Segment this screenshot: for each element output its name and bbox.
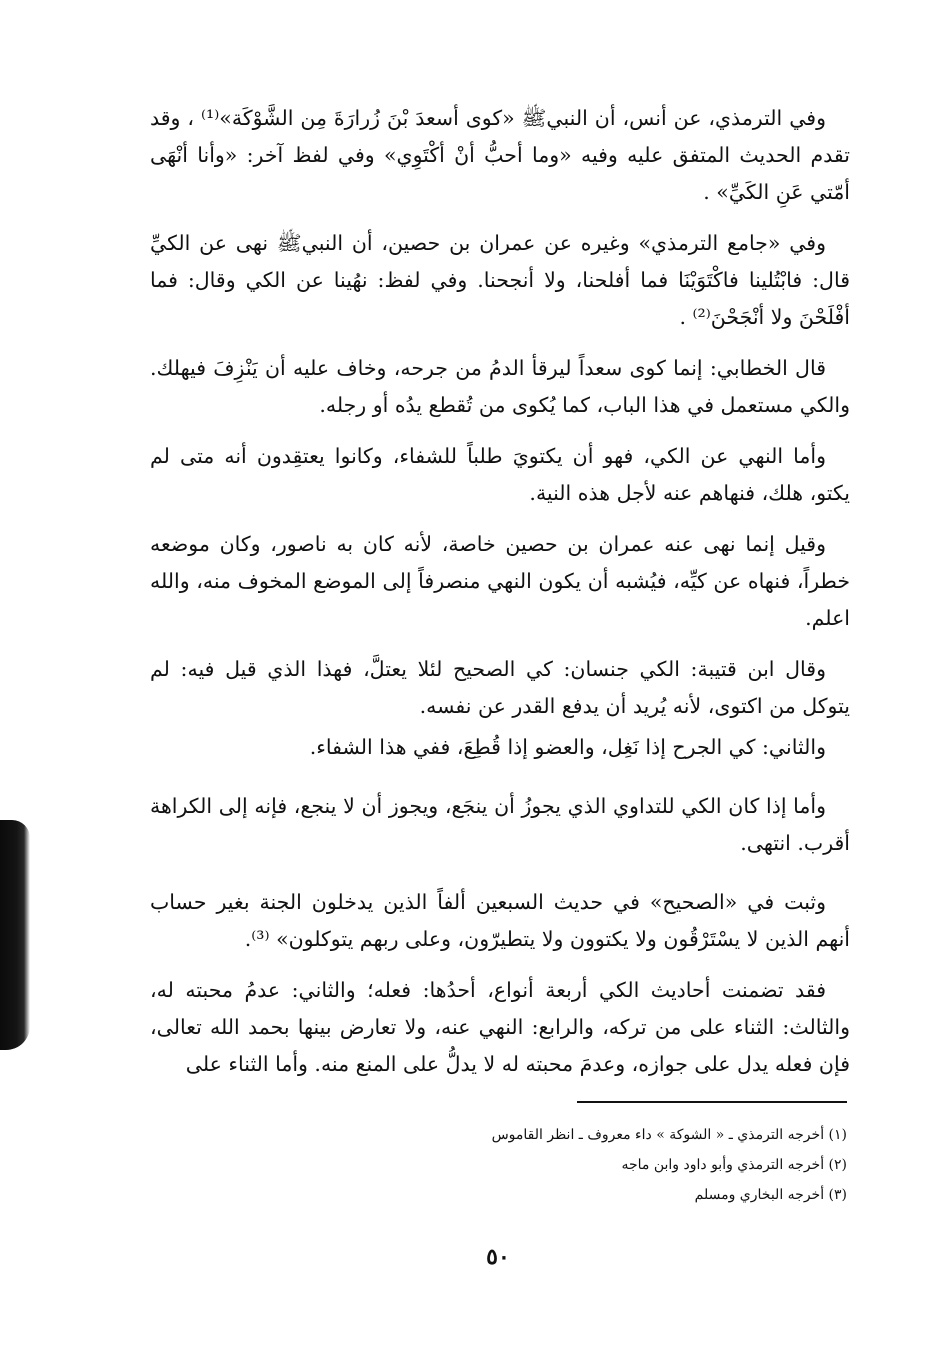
footnote-divider	[577, 1101, 847, 1103]
scan-binding-shadow	[0, 820, 30, 1050]
page-number: ٥٠	[486, 1244, 510, 1270]
footnote-2: (٢) أخرجه الترمذي وأبو داود وابن ماجه	[621, 1157, 847, 1173]
footnote-3: (٣) أخرجه البخاري ومسلم	[694, 1187, 847, 1203]
paragraph-ibn-qutaybah: وقال ابن قتيبة: الكي جنسان: كي الصحيح لئلا يعتلَّ، فهذا الذي قيل فيه: لم يتوكل من اكتوى، لأنه يُريد أن يدفع القدر عن نفسه.	[150, 657, 850, 718]
footnote-1: (١) أخرجه الترمذي ـ « الشوكة » داء معروف ـ انظر القاموس	[491, 1127, 847, 1143]
paragraph-tadawi: وأما إذا كان الكي للتداوي الذي يجوزُ أن ينجَع، ويجوز أن لا ينجع، فإنه إلى الكراهة أقرب. انتهى.	[150, 794, 850, 855]
paragraph-four-types: فقد تضمنت أحاديث الكي أربعة أنواع، أحدُها: فعله؛ والثاني: عدمُ محبته له، والثالث: الثناء على من تركه، والرابع: النهي عنه، ولا تعارض بينها بحمد الله تعالى، فإن فعله يدل على جوازه، وعدمَ محبته له لا يدلُّ على المنع منه. وأما الثناء على	[150, 978, 850, 1076]
main-text	[150, 100, 850, 1097]
paragraph-seventy-thousand: وثبت في «الصحيح» في حديث السبعين ألفاً الذين يدخلون الجنة بغير حساب أنهم الذين لا يسْتَرْقُون ولا يكتوون ولا يتطيرّون، وعلى ربهم يتوكلون» ⁽³⁾.	[150, 890, 850, 951]
paragraph-nasur: وقيل إنما نهى عنه عمران بن حصين خاصة، لأنه كان به ناصور، وكان موضعه خطراً، فنهاه عن كيِّه، فيُشبه أن يكون النهي منصرفاً إلى الموضع المخوف منه، والله اعلم.	[150, 532, 850, 630]
paragraph-nahy-kayy: وأما النهي عن الكي، فهو أن يكتويَ طلباً للشفاء، وكانوا يعتقِدون أنه متى لم يكتو، هلك، فنهاهم عنه لأجل هذه النية.	[150, 444, 850, 505]
paragraph-second-kind: والثاني: كي الجرح إذا نَغِل، والعضو إذا قُطِعَ، ففي هذا الشفاء.	[309, 735, 826, 759]
footnotes	[400, 1120, 847, 1210]
paragraph-kayy-anas: وفي الترمذي، عن أنس، أن النبيﷺ «كوى أسعدَ بْنَ زُرارَةَ مِن الشَّوْكَة»⁽¹⁾ ، وقد تقدم الحديث المتفق عليه وفيه «وما أحبُّ أنْ أكْتَوِي» وفي لفظ آخر: «وأنا أنْهَى أمّتي عَنِ الكَيِّ» .	[150, 106, 850, 204]
paragraph-khattabi: قال الخطابي: إنما كوى سعداً ليرقأ الدمُ من جرحه، وخاف عليه أن يَنْزِفَ فيهلك. والكي مستعمل في هذا الباب، كما يُكوى من تُقطع يدُه أو رجله.	[150, 356, 850, 417]
paragraph-imran-hadith: وفي «جامع الترمذي» وغيره عن عمران بن حصين، أن النبيﷺ نهى عن الكيِّ قال: فابْتُلينا فاكْتَوَيْنَا فما أفلحنا، ولا أنجحنا. وفي لفظ: نهُينا عن الكي وقال: فما أفْلَحْنَ ولا أنْجَحْنَ⁽²⁾ .	[150, 231, 850, 329]
